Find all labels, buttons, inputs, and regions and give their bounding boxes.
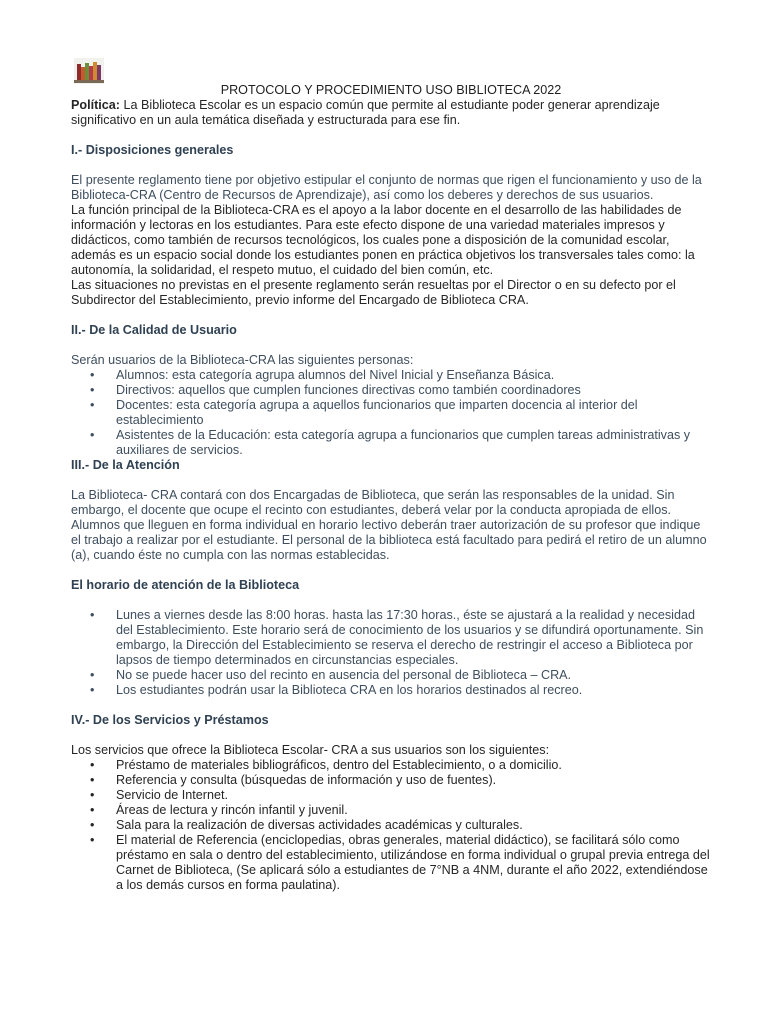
list-item: [71, 833, 711, 893]
paragraph: La función principal de la Biblioteca-CRA es el apoyo a la labor docente en el desarrollo de las habilidades de información y lectoras en los estudiantes. Para este efecto dispone de una variedad materiales impresos y didácticos, como también de recursos tecnológicos, los cuales pone a disposición de la comunidad escolar, además es un espacio social donde los estudiantes ponen en práctica objetivos los transversales tales como: la autonomía, la solidaridad, el respeto mutuo, el cuidado del bien común, etc.: [71, 203, 695, 277]
list-item: [71, 428, 711, 458]
list-item-text: El material de Referencia (enciclopedias, obras generales, material didáctico), se facilitará sólo como préstamo en sala o dentro del establecimiento, utilizándose en forma individual o grupal previa entrega del Carnet de Biblioteca, (Se aplicará sólo a estudiantes de 7°NB a 4NM, durante el año 2022, extendiéndose a los demás cursos en forma paulatina).: [116, 833, 710, 892]
list-item: [71, 398, 711, 428]
list-item: [71, 368, 711, 383]
bullet: •: [90, 608, 95, 622]
list-item-text: No se puede hacer uso del recinto en ausencia del personal de Biblioteca – CRA.: [116, 668, 572, 682]
policy-label: Política:: [71, 98, 120, 112]
list-item-text: Préstamo de materiales bibliográficos, dentro del Establecimiento, o a domicilio.: [116, 758, 562, 772]
list-item: [71, 668, 711, 683]
paragraph: Alumnos que lleguen en forma individual en horario lectivo deberán traer autorización de su profesor que indique el trabajo a realizar por el estudiante. El personal de la biblioteca está facultado para pedirá el retiro de un alumno (a), cuando éste no cumpla con las normas establecidas.: [71, 518, 707, 562]
paragraph: El presente reglamento tiene por objetivo estipular el conjunto de normas que rigen el funcionamiento y uso de la Biblioteca-CRA (Centro de Recursos de Aprendizaje), así como los deberes y derechos de sus usuarios.: [71, 173, 702, 202]
list-item: [71, 608, 711, 668]
list-item: [71, 788, 711, 803]
document-body: [71, 83, 711, 893]
section-heading-atencion: III.- De la Atención: [71, 458, 180, 472]
services-list: [71, 758, 711, 893]
paragraph: La Biblioteca- CRA contará con dos Encargadas de Biblioteca, que serán las responsables de la unidad. Sin embargo, el docente que ocupe el recinto con estudiantes, deberá velar por la conducta apropiada de ellos.: [71, 488, 675, 517]
bullet: •: [90, 788, 95, 802]
paragraph: Serán usuarios de la Biblioteca-CRA las siguientes personas:: [71, 353, 414, 367]
policy-text: La Biblioteca Escolar es un espacio común que permite al estudiante poder generar aprendizaje significativo en un aula temática diseñada y estructurada para ese fin.: [71, 98, 660, 127]
list-item-text: Asistentes de la Educación: esta categoría agrupa a funcionarios que cumplen tareas administrativas y auxiliares de servicios.: [116, 428, 691, 457]
bullet: •: [90, 683, 95, 697]
list-item-text: Servicio de Internet.: [116, 788, 229, 802]
policy-paragraph: [71, 98, 711, 128]
schedule-list: [71, 608, 711, 698]
section-heading-servicios: IV.- De los Servicios y Préstamos: [71, 713, 269, 727]
bullet: •: [90, 758, 95, 772]
list-item: [71, 683, 711, 698]
list-item-text: Alumnos: esta categoría agrupa alumnos del Nivel Inicial y Enseñanza Básica.: [116, 368, 555, 382]
section-heading-disposiciones: I.- Disposiciones generales: [71, 143, 234, 157]
bullet: •: [90, 833, 95, 847]
list-item-text: Áreas de lectura y rincón infantil y juvenil.: [116, 803, 348, 817]
user-list: [71, 368, 711, 458]
bullet: •: [90, 383, 95, 397]
list-item: [71, 773, 711, 788]
list-item: [71, 803, 711, 818]
document-title: PROTOCOLO Y PROCEDIMIENTO USO BIBLIOTECA 2022: [220, 83, 562, 97]
list-item-text: Sala para la realización de diversas actividades académicas y culturales.: [116, 818, 523, 832]
list-item: [71, 758, 711, 773]
bullet: •: [90, 368, 95, 382]
subheading-horario: El horario de atención de la Biblioteca: [71, 578, 300, 592]
bullet: •: [90, 818, 95, 832]
paragraph: Los servicios que ofrece la Biblioteca Escolar- CRA a sus usuarios son los siguientes:: [71, 743, 550, 757]
list-item-text: Los estudiantes podrán usar la Biblioteca CRA en los horarios destinados al recreo.: [116, 683, 583, 697]
paragraph: Las situaciones no previstas en el presente reglamento serán resueltas por el Director o en su defecto por el Subdirector del Establecimiento, previo informe del Encargado de Biblioteca CRA.: [71, 278, 676, 307]
bullet: •: [90, 803, 95, 817]
list-item-text: Docentes: esta categoría agrupa a aquellos funcionarios que imparten docencia al interior del establecimiento: [116, 398, 638, 427]
list-item-text: Directivos: aquellos que cumplen funciones directivas como también coordinadores: [116, 383, 581, 397]
list-item: [71, 383, 711, 398]
section-heading-calidad-usuario: II.- De la Calidad de Usuario: [71, 323, 237, 337]
list-item: [71, 818, 711, 833]
bullet: •: [90, 668, 95, 682]
books-icon: [74, 58, 104, 84]
bullet: •: [90, 773, 95, 787]
bullet: •: [90, 398, 95, 412]
list-item-text: Referencia y consulta (búsquedas de información y uso de fuentes).: [116, 773, 497, 787]
bullet: •: [90, 428, 95, 442]
list-item-text: Lunes a viernes desde las 8:00 horas. hasta las 17:30 horas., éste se ajustará a la realidad y necesidad del Establecimiento. Este horario será de conocimiento de los usuarios y se difundirá oportunamente. Sin embargo, la Dirección del Establecimiento se reserva el derecho de restringir el acceso a Biblioteca por lapsos de tiempo determinados en circunstancias especiales.: [116, 608, 704, 667]
